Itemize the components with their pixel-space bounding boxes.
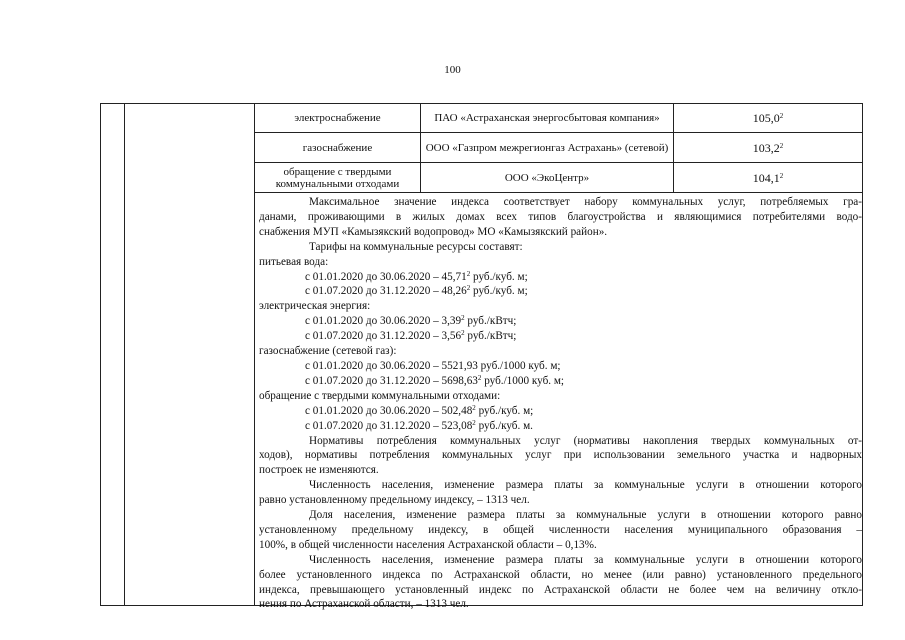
text-line: нения по Астраханской области, – 1313 чел. [259,598,469,611]
waste-label: обращение с твердыми коммунальными отходами: [259,389,501,402]
provider-cell: ООО «Газпром межрегионгаз Астрахань» (сетевой) [425,141,669,154]
provider-cell: ООО «ЭкоЦентр» [504,171,590,184]
text-line: построек не изменяются. [259,464,379,477]
text-line: Максимальное значение индекса соответствует набору коммунальных услуг, потребляемых гра- [309,196,862,208]
tariff-line: с 01.07.2020 до 31.12.2020 – 48,26$^2$ руб./куб. м; [305,284,528,298]
table-row [257,163,418,192]
text-line: Доля населения, изменение размера платы за коммунальные услуги в отношении которого равно [309,509,862,522]
index-cell: 105,0$^2$ [752,111,784,125]
text-line: Нормативы потребления коммунальных услуг (нормативы накопления твердых коммунальных от- [309,434,862,447]
body-text [259,195,862,612]
water-label: питьевая вода: [259,255,329,268]
text-line: более установленного индекса по Астраханской области, но менее (или равно) установленного предельного [259,568,862,581]
service-cell: обращение с твердыми коммунальными отходами [275,165,400,190]
tariff-line: с 01.01.2020 до 30.06.2020 – 3,39$^2$ руб./кВтч; [305,314,517,328]
tariff-line: с 01.01.2020 до 30.06.2020 – 5521,93 руб./1000 куб. м; [305,359,561,372]
service-cell: газоснабжение [302,141,373,154]
index-cell: 104,1$^2$ [752,170,784,185]
gas-label: газоснабжение (сетевой газ): [259,345,397,358]
tariffs-heading: Тарифы на коммунальные ресурсы составят: [309,240,523,253]
text-line: ходов), нормативы потребления коммунальных услуг при использовании земельного участка и надворных [259,449,862,462]
tariff-line: с 01.07.2020 до 31.12.2020 – 3,56$^2$ руб./кВтч; [305,329,517,343]
text-line: установленному предельному индексу, в общей численности населения муниципального образования – [259,523,862,536]
page-number: 100 [444,64,461,76]
tariff-line: с 01.01.2020 до 30.06.2020 – 45,71$^2$ руб./куб. м; [305,269,528,283]
text-line: данами, проживающими в жилых домах всех типов благоустройства и являющимися потребителями водо- [259,210,862,223]
table-row [255,104,420,132]
electric-label: электрическая энергия: [259,300,371,313]
text-line: Численность населения, изменение размера платы за коммунальные услуги в отношении которого [309,479,862,492]
provider-cell: ПАО «Астраханская энергосбытовая компания» [434,112,660,124]
index-cell: 103,2$^2$ [752,140,784,155]
text-line: индекса, превышающего установленный индекс по Астраханской области не более чем на величину откло- [259,583,862,596]
table-row [255,133,420,162]
service-cell: электроснабжение [294,112,381,124]
tariff-line: с 01.07.2020 до 31.12.2020 – 5698,63$^2$ руб./1000 куб. м; [305,373,565,387]
text-line: 100%, в общей численности населения Астраханской области – 0,13%. [259,538,597,551]
text-line: Численность населения, изменение размера платы за коммунальные услуги в отношении которого [309,553,862,566]
text-line: снабжения МУП «Камызякский водопровод» МО «Камызякский район». [259,225,608,238]
tariff-line: с 01.07.2020 до 31.12.2020 – 523,08$^2$ руб./куб. м. [305,418,533,432]
tariff-line: с 01.01.2020 до 30.06.2020 – 502,48$^2$ руб./куб. м; [305,403,534,417]
text-line: равно установленному предельному индексу, – 1313 чел. [259,494,530,507]
